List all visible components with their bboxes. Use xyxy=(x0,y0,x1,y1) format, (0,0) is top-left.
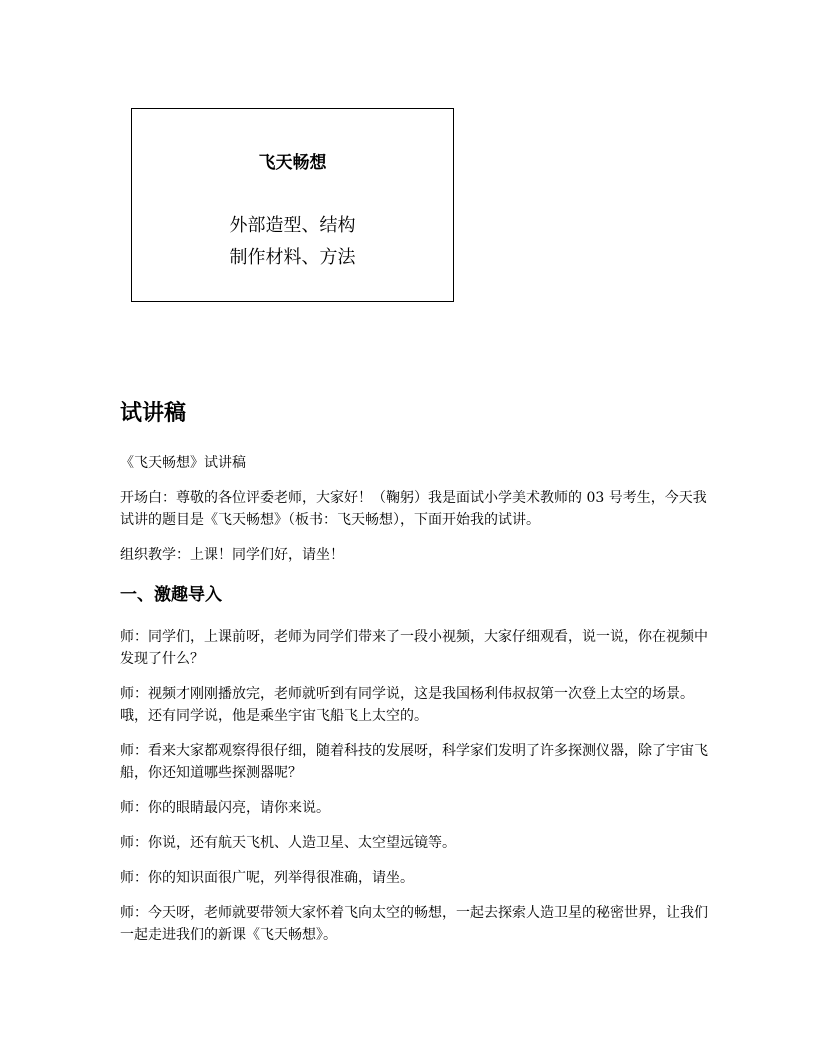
board-title: 飞天畅想 xyxy=(258,153,327,173)
dialogue-paragraph: 师：今天呀，老师就要带领大家怀着飞向太空的畅想，一起去探索人造卫星的秘密世界，让我们一起走进我们的新课《飞天畅想》。 xyxy=(120,905,708,943)
document-title: 试讲稿 xyxy=(120,401,187,426)
dialogue-paragraph: 师：同学们，上课前呀，老师为同学们带来了一段小视频，大家仔细观看，说一说，你在视频中发现了什么？ xyxy=(120,629,708,667)
board-point-materials: 制作材料、方法 xyxy=(229,247,356,268)
opening-paragraph: 开场白：尊敬的各位评委老师，大家好！（鞠躬）我是面试小学美术教师的 03 号考生，今天我试讲的题目是《飞天畅想》（板书：飞天畅想），下面开始我的试讲。 xyxy=(120,490,707,528)
blackboard-summary-box xyxy=(131,108,454,302)
document-body xyxy=(120,398,710,959)
dialogue-paragraph: 师：看来大家都观察得很仔细，随着科技的发展呀，科学家们发明了许多探测仪器，除了宇宙飞船，你还知道哪些探测器呢？ xyxy=(120,743,708,781)
dialogue-paragraph: 师：你的知识面很广呢，列举得很准确，请坐。 xyxy=(120,870,414,886)
dialogue-paragraph: 师：你的眼睛最闪亮，请你来说。 xyxy=(120,800,330,816)
dialogue-paragraph: 师：视频才刚刚播放完，老师就听到有同学说，这是我国杨利伟叔叔第一次登上太空的场景。哦，还有同学说，他是乘坐宇宙飞船飞上太空的。 xyxy=(120,686,694,724)
document-subtitle: 《飞天畅想》试讲稿 xyxy=(120,455,246,471)
section-heading: 一、激趣导入 xyxy=(120,585,222,605)
dialogue-paragraph: 师：你说，还有航天飞机、人造卫星、太空望远镜等。 xyxy=(120,835,456,851)
board-point-structure: 外部造型、结构 xyxy=(229,215,356,236)
organize-paragraph: 组织教学：上课！同学们好，请坐！ xyxy=(120,547,344,563)
